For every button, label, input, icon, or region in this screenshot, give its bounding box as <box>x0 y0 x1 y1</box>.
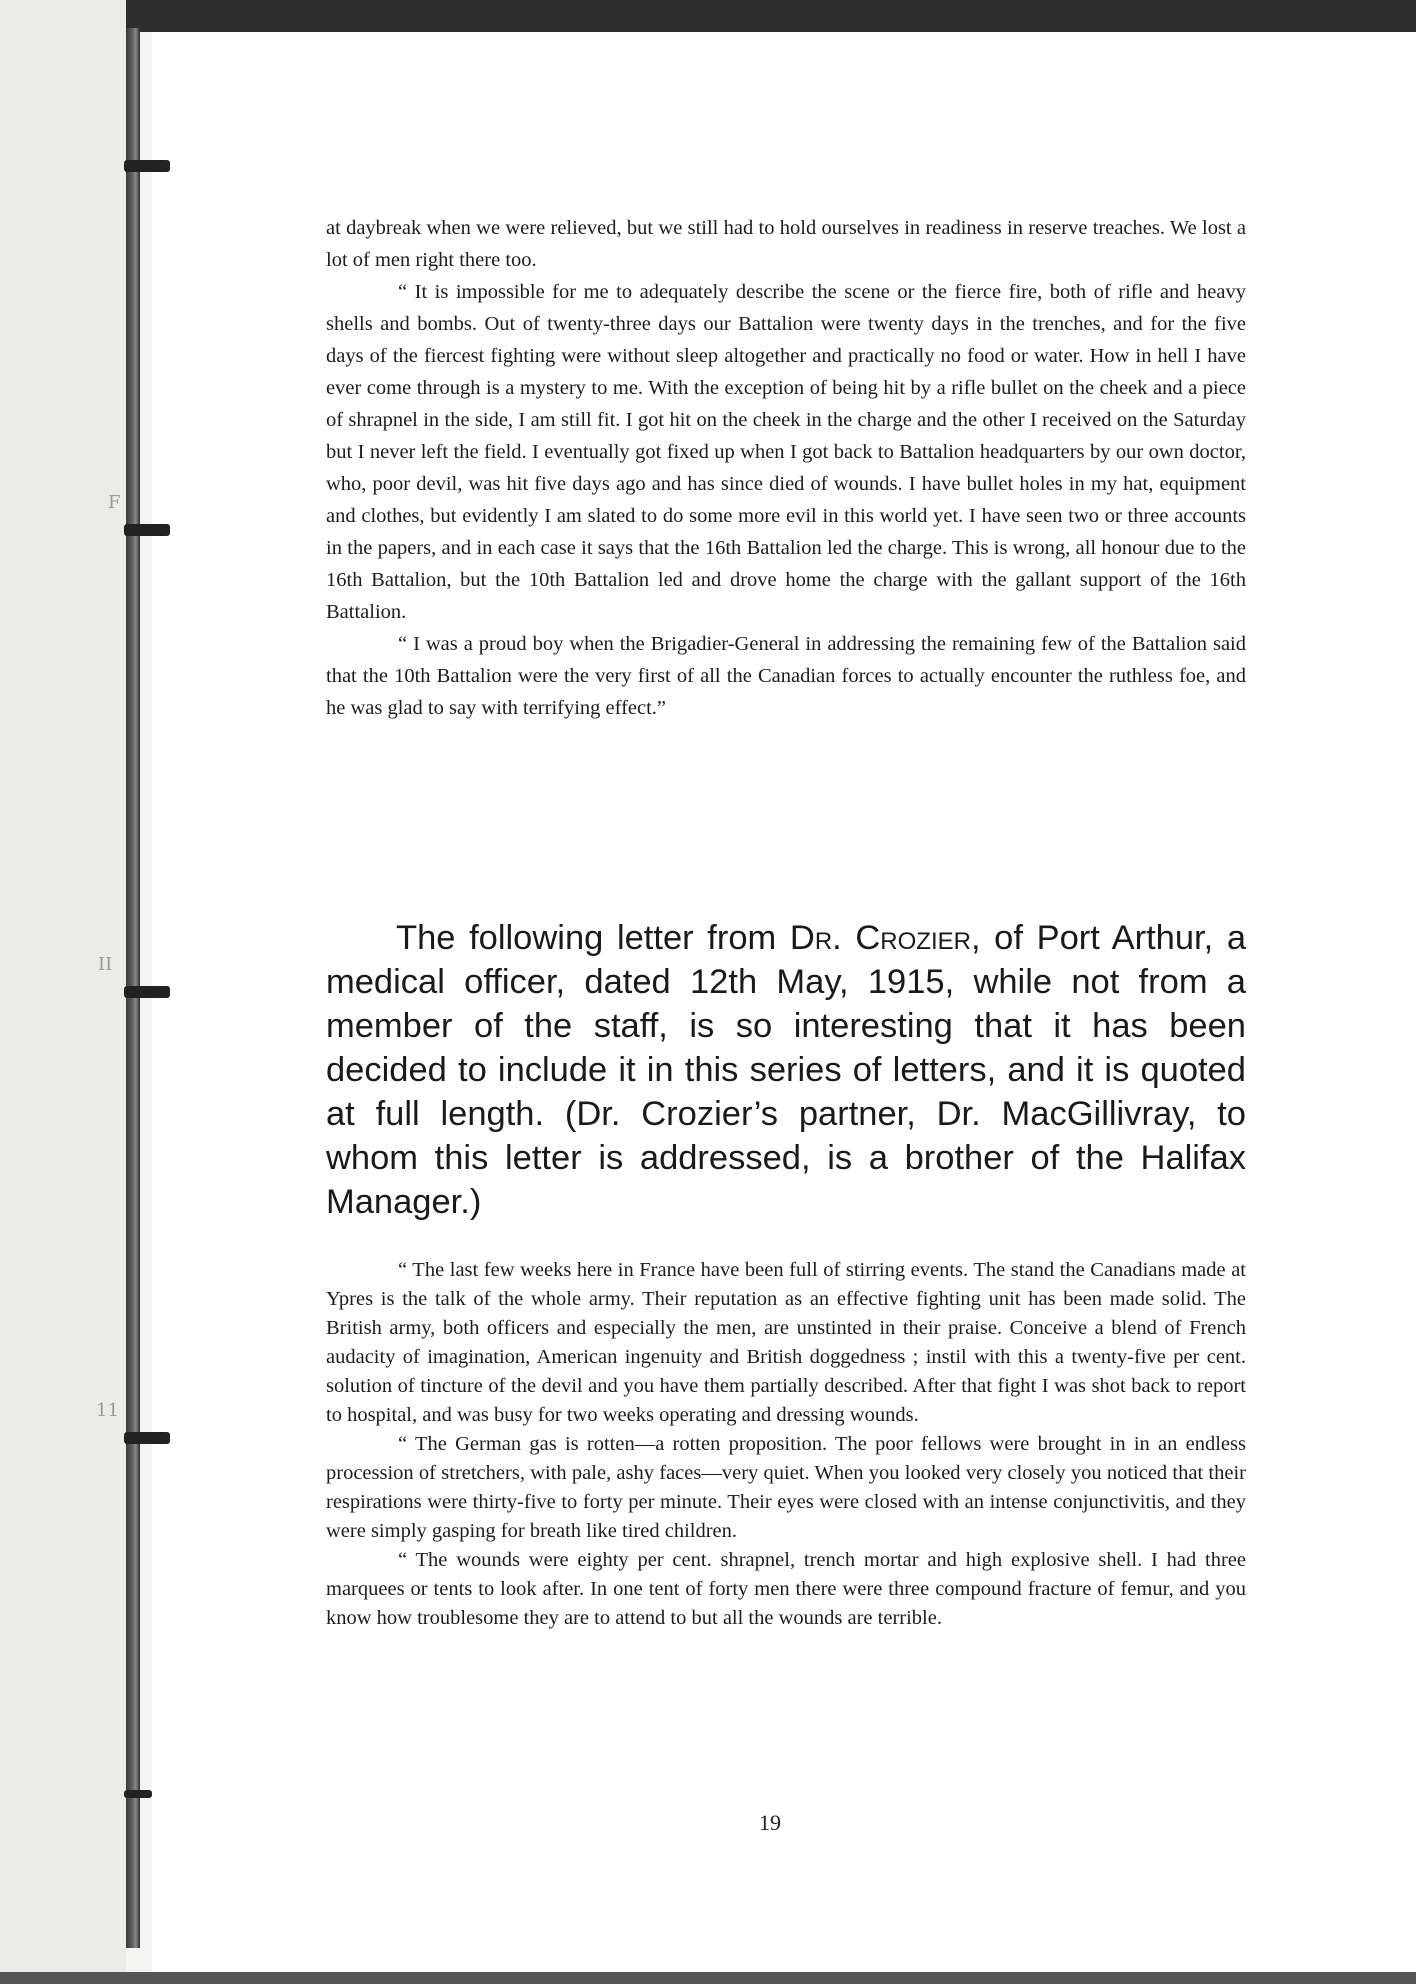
author-name: Dr. Crozier, <box>789 919 981 957</box>
paragraph: “ The last few weeks here in France have been full of stirring events. The stand the Canadians made at Ypres is the talk of the whole army. Their reputation as an effective fighting unit has been made solid. The British army, both officers and especially the men, are unstinted in their praise. Conceive a blend of French audacity of imagination, American ingenuity and British doggedness ; instil with this a twenty-five per cent. solution of tincture of the devil and you have them partially described. After that fight I was shot back to report to hospital, and was busy for two weeks operating and dressing wounds. <box>326 1259 1246 1426</box>
binding-clip <box>124 524 170 536</box>
intro-after-name: of Port Arthur, a medical officer, dated 12th May, 1915, while not from a member of the staff, is so interesting that it has been decided to include it in this series of letters, and it is quoted at full length. (Dr. Crozier’s partner, Dr. MacGillivray, to whom this letter is addressed, is a brother of the Halifax Manager.) <box>326 919 1247 1221</box>
introduction-heading <box>326 916 1246 1224</box>
paragraph: “ It is impossible for me to adequately describe the scene or the fierce fire, both of rifle and heavy shells and bombs. Out of twenty-three days our Battalion were twenty days in the trenches, and for the five days of the fiercest fighting were without sleep altogether and practically no food or water. How in hell I have ever come through is a mystery to me. With the exception of being hit by a rifle bullet on the cheek and a piece of shrapnel in the side, I am still fit. I got hit on the cheek in the charge and the other I received on the Saturday but I never left the field. I eventually got fixed up when I got back to Battalion headquarters by our own doctor, who, poor devil, was hit five days ago and has since died of wounds. I have bullet holes in my hat, equipment and clothes, but evidently I am slated to do some more evil in this world yet. I have seen two or three accounts in the papers, and in each case it says that the 16th Battalion led the charge. This is wrong, all honour due to the 16th Battalion, but the 10th Battalion led and drove home the charge with the gallant support of the 16th Battalion. <box>326 281 1246 623</box>
scan-left-margin <box>0 0 126 1984</box>
scan-bottom-border <box>0 1972 1416 1984</box>
scan-top-border <box>0 0 1416 32</box>
paragraph: “ I was a proud boy when the Brigadier-General in addressing the remaining few of the Battalion said that the 10th Battalion were the very first of all the Canadian forces to actually encounter the ruthless foe, and he was glad to say with terrifying effect.” <box>326 633 1246 719</box>
paragraph: “ The wounds were eighty per cent. shrapnel, trench mortar and high explosive shell. I had three marquees or tents to look after. In one tent of forty men there were three compound fracture of femur, and you know how troublesome they are to attend to but all the wounds are terrible. <box>326 1549 1246 1629</box>
letter-continued <box>326 212 1246 724</box>
binding-clip <box>124 1790 152 1798</box>
crozier-letter <box>326 1256 1246 1633</box>
intro-before-name: The following letter from <box>396 919 790 957</box>
binding-mark: 11 <box>96 1400 119 1421</box>
binding-mark: F <box>108 492 121 513</box>
page-number: 19 <box>759 1810 781 1835</box>
binding-clip <box>124 160 170 172</box>
binding-clip <box>124 986 170 998</box>
paragraph: at daybreak when we were relieved, but we still had to hold ourselves in readiness in reserve treaches. We lost a lot of men right there too. <box>326 217 1246 271</box>
binding-clip <box>124 1432 170 1444</box>
binding-mark: II <box>98 954 113 975</box>
paragraph: “ The German gas is rotten—a rotten proposition. The poor fellows were brought in in an endless procession of stretchers, with pale, ashy faces—very quiet. When you looked very closely you noticed that their respirations were thirty-five to forty per minute. Their eyes were closed with an intense conjunctivitis, and they were simply gasping for breath like tired children. <box>326 1433 1246 1542</box>
